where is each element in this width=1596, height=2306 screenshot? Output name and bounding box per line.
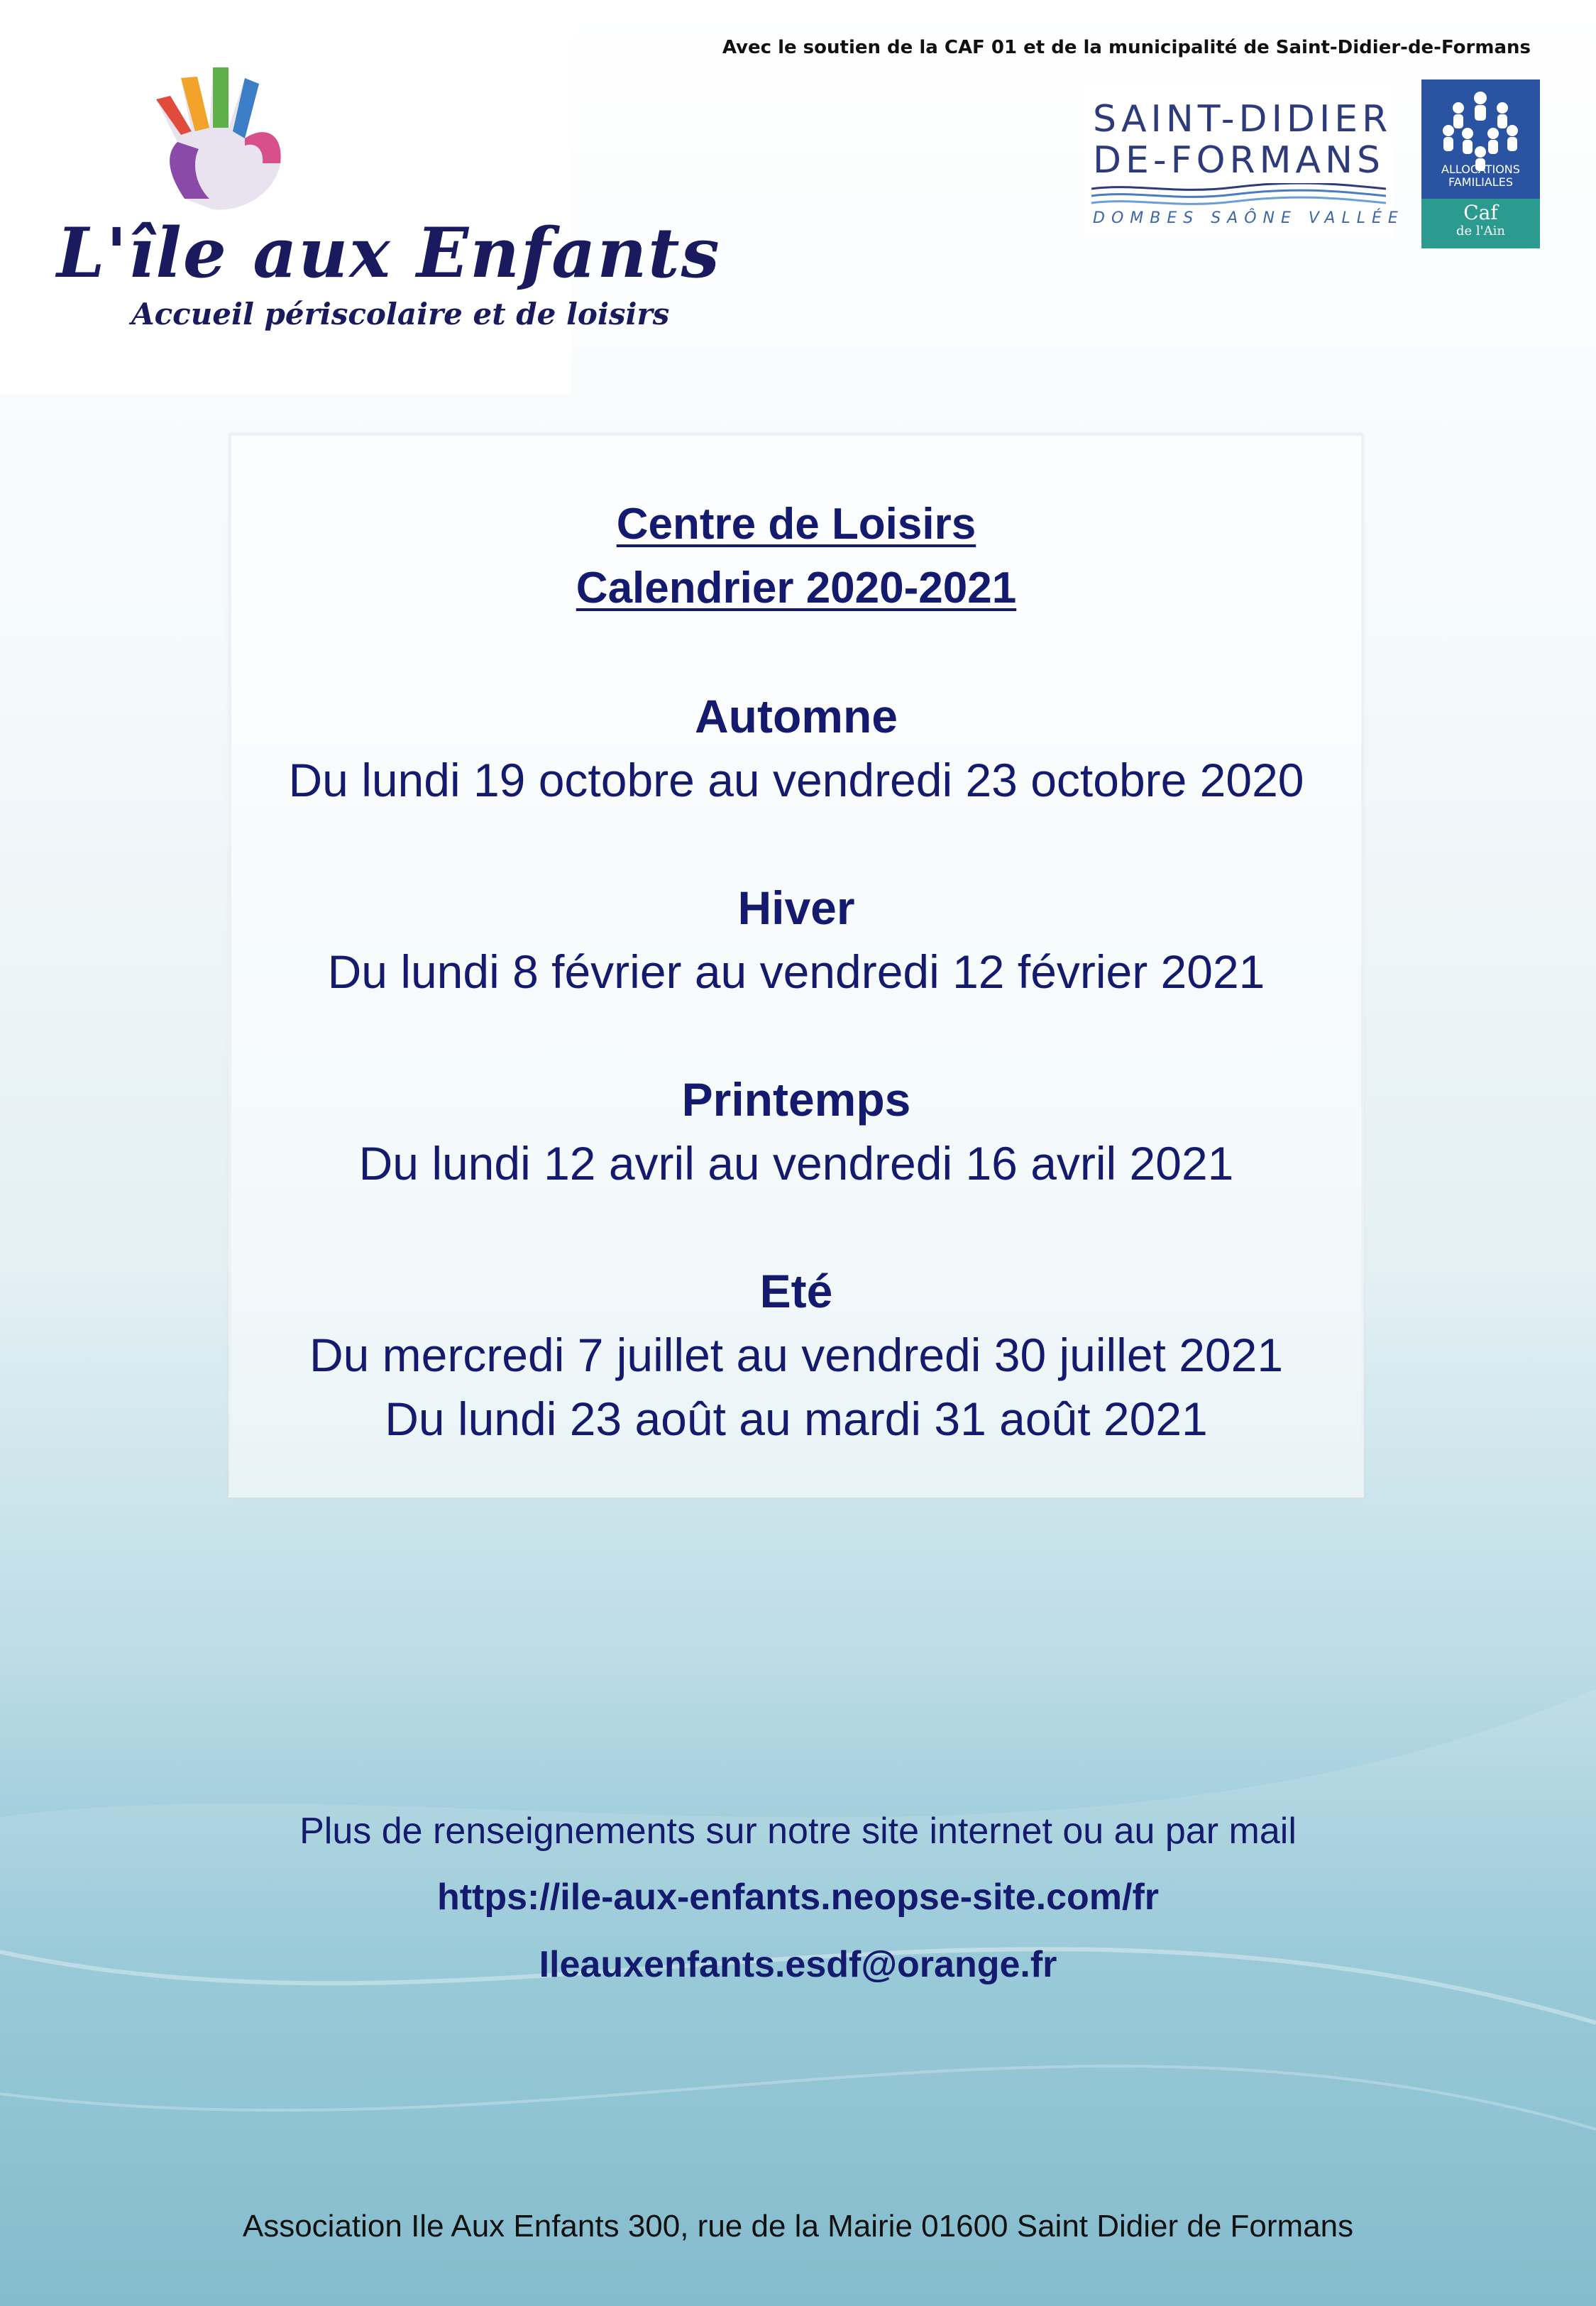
- footer-address: Association Ile Aux Enfants 300, rue de la Mairie 01600 Saint Didier de Formans: [242, 2209, 1354, 2244]
- caf-alloc-line1: ALLOCATIONS: [1441, 163, 1520, 176]
- calendar-card: [229, 433, 1364, 1498]
- logo-title: L'île aux Enfants: [57, 213, 721, 293]
- season-dates: Du mercredi 7 juillet au vendredi 30 juillet 2021: [309, 1329, 1284, 1381]
- season-dates: Du lundi 12 avril au vendredi 16 avril 2021: [358, 1137, 1234, 1190]
- season-label: Printemps: [681, 1073, 911, 1126]
- season-label: Eté: [759, 1265, 833, 1317]
- season-dates: Du lundi 8 février au vendredi 12 février 2021: [327, 945, 1265, 998]
- caf-region: de l'Ain: [1456, 224, 1505, 238]
- caf-alloc-text: [1421, 163, 1540, 189]
- caf-alloc-line2: FAMILIALES: [1448, 175, 1513, 189]
- season-label: Automne: [695, 690, 898, 742]
- waves-icon: [1091, 183, 1386, 212]
- website-link[interactable]: https://ile-aux-enfants.neopse-site.com/fr: [436, 1877, 1160, 1918]
- caf-logo: [1421, 79, 1540, 248]
- saint-didier-logo: [1084, 85, 1404, 238]
- email-link[interactable]: Ileauxenfants.esdf@orange.fr: [539, 1944, 1057, 1985]
- hand-icon: [142, 57, 305, 220]
- season-label: Hiver: [737, 882, 855, 934]
- season-dates: Du lundi 23 août au mardi 31 août 2021: [385, 1393, 1208, 1445]
- info-text: Plus de renseignements sur notre site internet ou au par mail: [299, 1811, 1297, 1852]
- logo-subtitle: Accueil périscolaire et de loisirs: [131, 297, 670, 331]
- caf-name: Caf: [1463, 201, 1498, 224]
- support-text: Avec le soutien de la CAF 01 et de la municipalité de Saint-Didier-de-Formans: [722, 37, 1531, 58]
- caf-logo-bottom: [1421, 199, 1540, 248]
- sd-logo-line2: DE-FORMANS: [1093, 139, 1385, 182]
- sd-logo-line1: SAINT-DIDIER: [1093, 98, 1392, 141]
- ile-aux-enfants-logo: [0, 0, 721, 395]
- season-dates: Du lundi 19 octobre au vendredi 23 octobre 2020: [288, 754, 1304, 806]
- card-title-line2: Calendrier 2020-2021: [576, 564, 1017, 613]
- card-title-line1: Centre de Loisirs: [616, 500, 976, 549]
- people-icon: [1436, 87, 1526, 172]
- sd-logo-tagline: DOMBES SAÔNE VALLÉE: [1093, 209, 1404, 227]
